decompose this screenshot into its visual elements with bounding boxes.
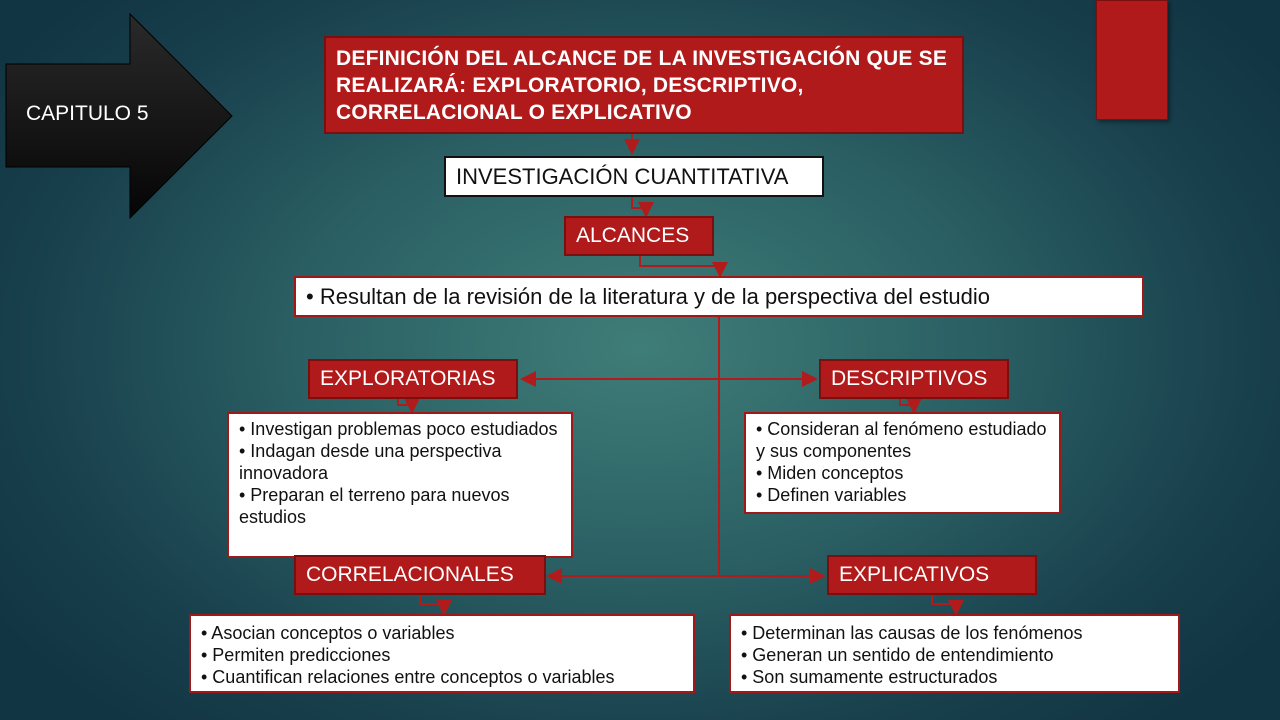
descriptivos-item: • Miden conceptos <box>756 463 904 483</box>
exploratorias-item: • Indagan desde una perspectiva innovadora <box>239 441 502 483</box>
correlacionales-list <box>189 614 695 693</box>
resultan-box: • Resultan de la revisión de la literatura y de la perspectiva del estudio <box>294 276 1144 317</box>
explicativos-item: • Determinan las causas de los fenómenos <box>741 623 1083 643</box>
explicativos-label: EXPLICATIVOS <box>827 555 1037 595</box>
decorative-red-tab <box>1096 0 1168 120</box>
investigacion-box: INVESTIGACIÓN CUANTITATIVA <box>444 156 824 197</box>
correlacionales-item: • Permiten predicciones <box>201 645 391 665</box>
explicativos-list <box>729 614 1180 693</box>
explicativos-item: • Generan un sentido de entendimiento <box>741 645 1054 665</box>
correlacionales-item: • Cuantifican relaciones entre conceptos o variables <box>201 667 615 687</box>
descriptivos-item: • Definen variables <box>756 485 907 505</box>
exploratorias-item: • Preparan el terreno para nuevos estudios <box>239 485 510 527</box>
correlacionales-item: • Asocian conceptos o variables <box>201 623 455 643</box>
exploratorias-label: EXPLORATORIAS <box>308 359 518 399</box>
explicativos-item: • Son sumamente estructurados <box>741 667 998 687</box>
descriptivos-label: DESCRIPTIVOS <box>819 359 1009 399</box>
chapter-label: CAPITULO 5 <box>26 102 149 125</box>
correlacionales-label: CORRELACIONALES <box>294 555 546 595</box>
descriptivos-list <box>744 412 1061 514</box>
exploratorias-item: • Investigan problemas poco estudiados <box>239 419 558 439</box>
page-title: DEFINICIÓN DEL ALCANCE DE LA INVESTIGACIÓN QUE SE REALIZARÁ: EXPLORATORIO, DESCRIPTIVO, CORRELACIONAL O EXPLICATIVO <box>324 36 964 134</box>
exploratorias-list <box>227 412 573 558</box>
alcances-box: ALCANCES <box>564 216 714 256</box>
descriptivos-item: • Consideran al fenómeno estudiado y sus componentes <box>756 419 1047 461</box>
